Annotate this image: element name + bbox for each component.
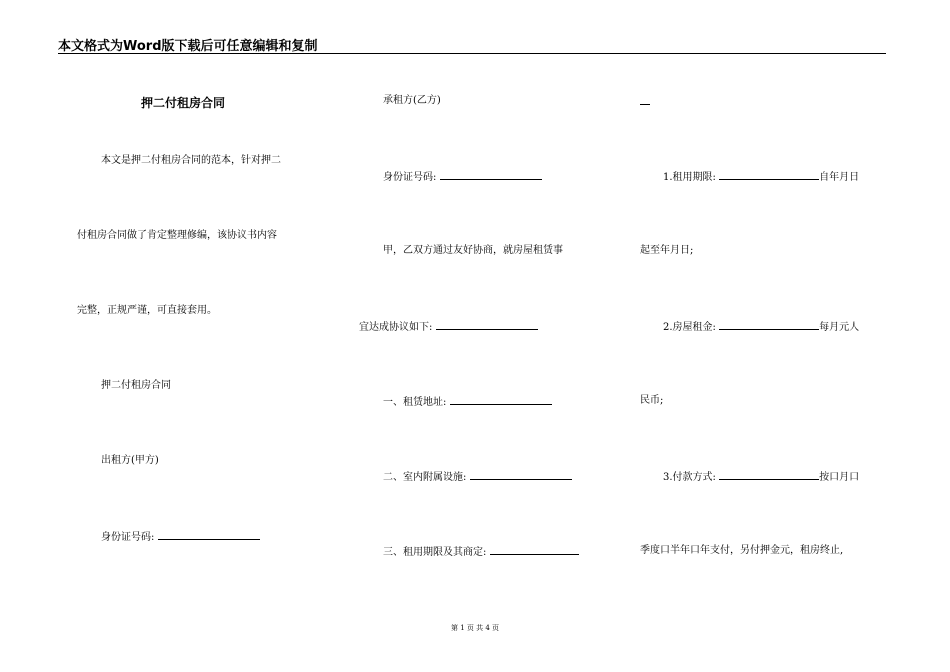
- item-3-label: 三、租用期限及其商定:: [383, 547, 487, 558]
- intro-line-1: 本文是押二付租房合同的范本，针对押二: [101, 155, 281, 166]
- contract-name: 押二付租房合同: [101, 380, 171, 391]
- term-line-2: 起至年月日;: [640, 245, 694, 256]
- item-2-line: [383, 470, 572, 484]
- item-3-line: [383, 545, 579, 559]
- item-2-label: 二、室内附属设施:: [383, 472, 467, 483]
- term-suffix: 自年月日: [819, 172, 860, 183]
- page-header: [58, 34, 886, 54]
- party-b-id-label: 身份证号码:: [383, 172, 437, 183]
- party-a-id-blank: [158, 530, 260, 540]
- consensus-blank: [436, 320, 538, 330]
- payment-label: 3.付款方式:: [663, 472, 716, 483]
- rent-line: [663, 320, 859, 334]
- top-blank-mark: [640, 104, 650, 105]
- payment-suffix: 按口月口: [819, 472, 860, 483]
- rent-blank: [719, 320, 819, 330]
- term-line: [663, 170, 859, 184]
- party-b-id-line: [383, 170, 542, 184]
- item-1-label: 一、租赁地址:: [383, 397, 447, 408]
- consensus-line-1: 甲，乙双方通过友好协商，就房屋租赁事: [383, 245, 563, 256]
- header-title: 本文格式为Word版下载后可任意编辑和复制: [58, 39, 318, 54]
- rent-suffix: 每月元人: [819, 322, 860, 333]
- payment-blank: [719, 470, 819, 480]
- document-title: 押二付租房合同: [141, 96, 226, 110]
- rent-line-2: 民币;: [640, 395, 664, 406]
- item-3-blank: [490, 545, 579, 555]
- consensus-line-2: [359, 320, 538, 334]
- page-footer: 第 1 页 共 4 页: [450, 624, 500, 632]
- consensus-line-2-text: 宜达成协议如下:: [359, 322, 433, 333]
- item-1-blank: [450, 395, 552, 405]
- party-a-id-label: 身份证号码:: [101, 532, 155, 543]
- rent-label: 2.房屋租金:: [663, 322, 716, 333]
- payment-line: [663, 470, 859, 484]
- intro-line-3: 完整，正规严谨，可直接套用。: [77, 305, 217, 316]
- payment-line-2: 季度口半年口年支付，另付押金元，租房终止,: [640, 545, 844, 556]
- term-blank: [719, 170, 819, 180]
- item-2-blank: [470, 470, 572, 480]
- party-a-id-line: [101, 530, 260, 544]
- party-a-label: 出租方(甲方): [101, 455, 159, 466]
- party-b-label: 承租方(乙方): [383, 95, 441, 106]
- intro-line-2: 付租房合同做了肯定整理修编，该协议书内容: [77, 230, 277, 241]
- term-label: 1.租用期限:: [663, 172, 716, 183]
- party-b-id-blank: [440, 170, 542, 180]
- item-1-line: [383, 395, 552, 409]
